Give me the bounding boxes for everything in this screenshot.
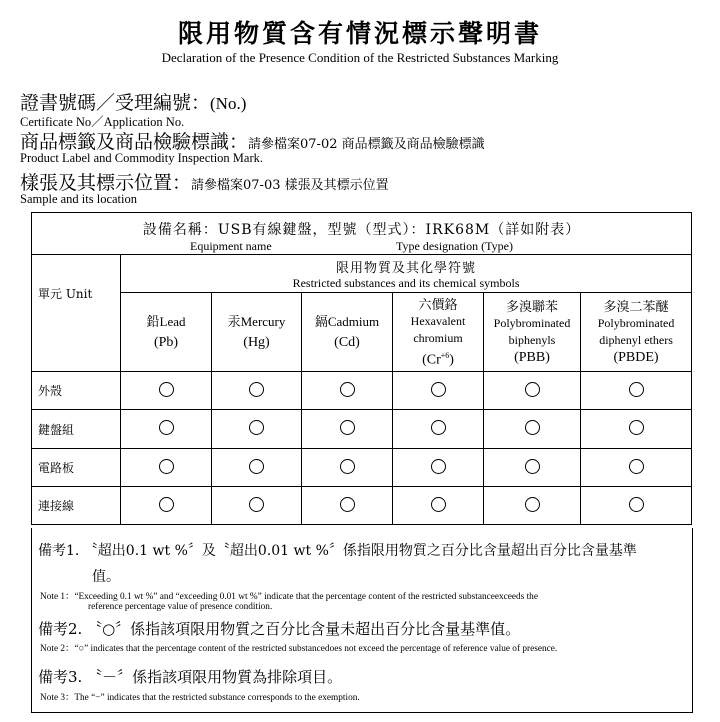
declaration-title-english: Declaration of the Presence Condition of the Restricted Substances Marking [161,50,559,65]
substance-mercury: 汞Mercury (Hg) [212,293,302,372]
product-label-english: Product Label and Commodity Inspection Mark. [20,151,264,165]
substances-header-en: Restricted substances and its chemical symbols [292,275,520,290]
sample-location-row [20,168,389,195]
table-row [32,410,692,449]
unit-name: 鍵盤組 [32,410,121,449]
certificate-number-label: 證書號碼／受理編號： [20,92,211,114]
presence-mark [121,372,212,410]
restricted-substances-table [31,212,692,525]
presence-mark [302,449,393,487]
presence-mark [121,410,212,449]
substance-pbb: 多溴聯苯 Polybrominated biphenyls (PBB) [484,293,581,372]
presence-mark [484,410,581,449]
presence-mark [581,410,692,449]
table-row [32,372,692,410]
type-designation-english: Type designation (Type) [396,238,513,253]
presence-mark [121,449,212,487]
table-row [32,449,692,487]
substance-names-row [32,293,692,372]
sample-location-label: 樣張及其標示位置： [20,172,192,194]
certificate-number-row [20,88,246,115]
unit-name: 電路板 [32,449,121,487]
sample-location-english: Sample and its location [20,192,137,206]
presence-mark [212,410,302,449]
presence-mark [121,487,212,525]
presence-mark [393,487,484,525]
substances-header-zh: 限用物質及其化學符號 [336,260,477,276]
certificate-number-value: (No.) [210,94,247,113]
presence-mark [212,487,302,525]
note-1-en-continued: reference percentage value of presence condition. [88,602,273,612]
substance-hexavalent-chromium: 六價鉻 Hexavalent chromium $(Cr^{+6})$ [393,293,484,372]
substance-cadmium: 鎘Cadmium (Cd) [302,293,393,372]
equipment-name-type: 設備名稱：USB有線鍵盤，型號（型式）：IRK68M（詳如附表） [142,221,581,238]
product-label-row [20,127,485,154]
presence-mark [302,372,393,410]
presence-mark [302,487,393,525]
note-3-zh: 備考3. 〝－〞係指該項限用物質為排除項目。 [38,668,343,686]
presence-mark [484,487,581,525]
unit-name: 外殼 [32,372,121,410]
note-3-en: Note 3：The “−” indicates that the restricted substance corresponds to the exemption. [40,693,360,703]
equipment-cell [32,213,692,255]
substances-header-cell [121,255,692,293]
presence-mark [484,449,581,487]
presence-mark [212,449,302,487]
presence-mark [484,372,581,410]
sample-location-reference: 請參檔案07-03 樣張及其標示位置 [191,178,389,193]
product-label-label: 商品標籤及商品檢驗標識： [20,131,249,153]
unit-name: 連接線 [32,487,121,525]
presence-mark [302,410,393,449]
note-2-zh: 備考2. 〝○〞係指該項限用物質之百分比含量未超出百分比含量基準值。 [38,620,521,638]
presence-mark [212,372,302,410]
substance-lead: 鉛Lead (Pb) [121,293,212,372]
note-1-zh: 備考1. 〝超出0.1 wt %〞及〝超出0.01 wt %〞係指限用物質之百分比含量超出百分比含量基準 [38,543,637,559]
notes-box [31,528,693,713]
certificate-number-english: Certificate No／Application No. [20,115,185,129]
note-2-en: Note 2：“○” indicates that the percentage content of the restricted substancedoes not exceed the percentage of reference value of presence. [40,644,558,654]
note-1-en: Note 1：“Exceeding 0.1 wt %” and “exceeding 0.01 wt %” indicate that the percentage content of the restricted substanceexceeds the [40,592,538,602]
unit-header: 單元 Unit [32,255,121,372]
product-label-reference: 請參檔案07-02 商品標籤及商品檢驗標識 [248,137,485,152]
equipment-row [32,213,692,255]
substance-pbde: 多溴二苯醚 Polybrominated diphenyl ethers (PBDE) [581,293,692,372]
presence-mark [393,449,484,487]
presence-mark [393,372,484,410]
presence-mark [581,487,692,525]
note-1-zh-continued: 值。 [92,569,120,585]
presence-mark [393,410,484,449]
declaration-title: 限用物質含有情況標示聲明書 [177,19,542,48]
presence-mark [581,449,692,487]
table-row [32,487,692,525]
presence-mark [581,372,692,410]
equipment-name-english: Equipment name [190,238,272,253]
substances-header-row [32,255,692,293]
